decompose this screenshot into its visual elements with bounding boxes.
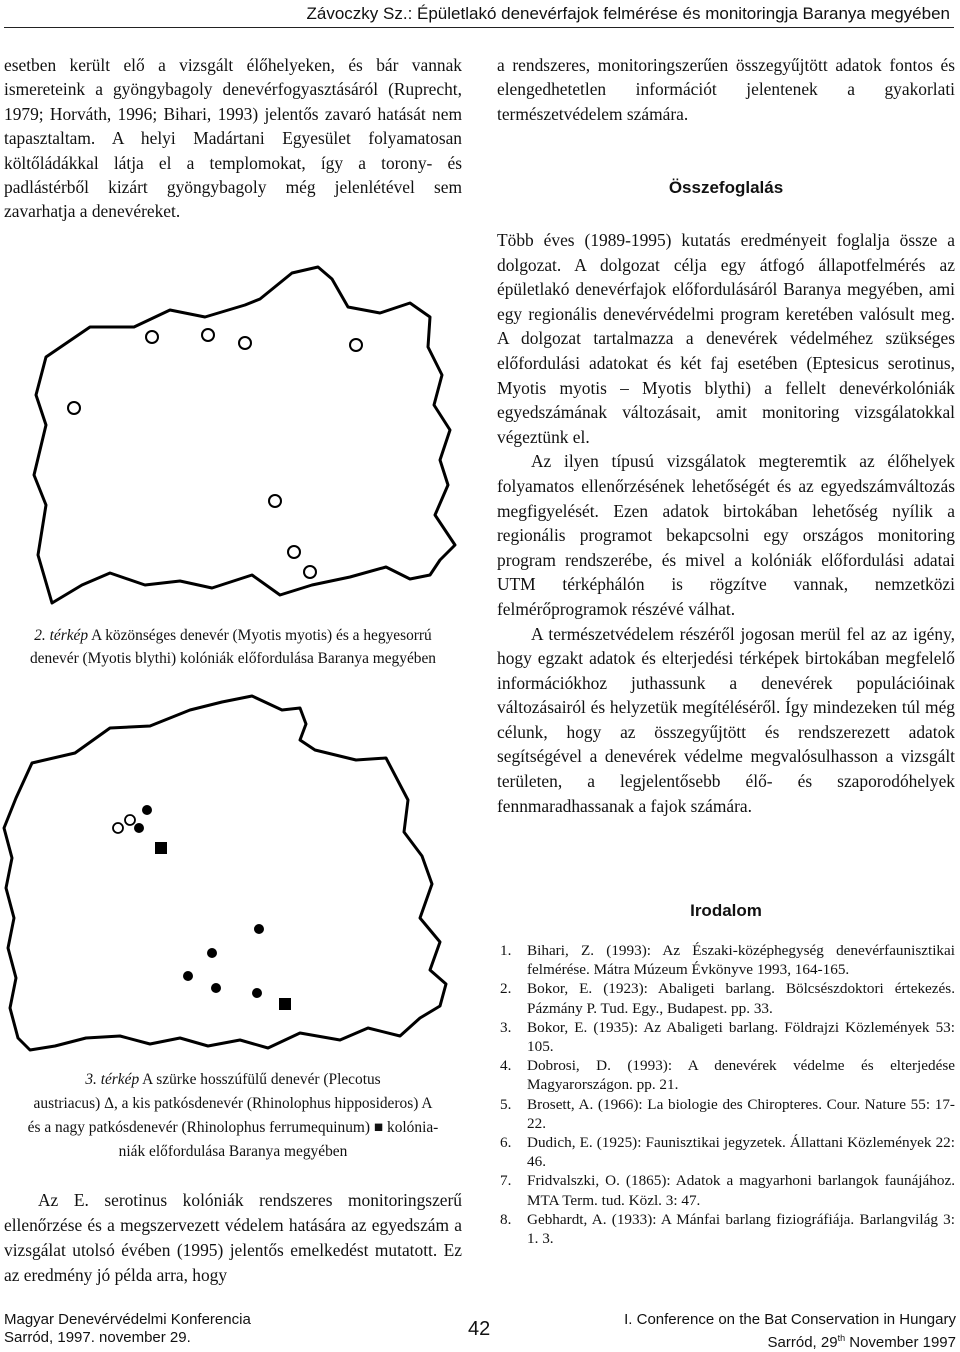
lesser-horseshoe-bat-marker <box>252 988 262 998</box>
lesser-horseshoe-bat-marker <box>183 971 193 981</box>
lesser-horseshoe-bat-marker <box>211 983 221 993</box>
map-3-caption: 3. térkép A szürke hosszúfülű denevér (Plecotus austriacus) Δ, a kis patkósdenevér (Rhinolophus hipposideros) A és a nagy patkósdenevér (Rhinolophus ferrumequinum) ■ kolónia- niák előfordulása Baranya megyében <box>27 1071 439 1160</box>
reference-item: 1. Bihari, Z. (1993): Az Északi-középhegység denevérfaunisztikai felmérése. Mátra Múzeum Évkönyve 1993, 164-165. <box>500 942 955 979</box>
colony-circle-marker <box>269 495 281 507</box>
reference-item: 2. Bokor, E. (1923): Abaligeti barlang. Bölcsészdoktori értekezés. Pázmány P. Tud. Egy., Budapest. pp. 33. <box>500 980 955 1017</box>
references-heading: Irodalom <box>690 901 762 920</box>
page-number: 42 <box>468 1318 491 1340</box>
baranya-county-outline <box>34 267 455 603</box>
lesser-horseshoe-bat-marker <box>142 805 152 815</box>
reference-item: 5. Brosett, A. (1966): La biologie des Chiropteres. Cour. Nature 55: 17-22. <box>500 1095 955 1132</box>
reference-item: 4. Dobrosi, D. (1993): A denevérek védelme és elterjedése Magyarországon. pp. 21. <box>500 1057 955 1094</box>
map-2-colony-markers <box>68 329 362 578</box>
references-list <box>500 941 955 1248</box>
grey-long-eared-bat-marker <box>113 823 123 833</box>
running-header: Závoczky Sz.: Épületlakó denevérfajok felmérése és monitoringja Baranya megyében <box>306 4 950 23</box>
footer-right: I. Conference on the Bat Conservation in Hungary Sarród, 29th November 1997 <box>624 1311 956 1351</box>
reference-item: 3. Bokor, E. (1935): Az Abaligeti barlang. Földrajzi Közlemények 53: 105. <box>500 1018 955 1056</box>
colony-circle-marker <box>146 331 158 343</box>
map-3 <box>0 688 470 1063</box>
colony-circle-marker <box>288 546 300 558</box>
right-top-paragraph: a rendszeres, monitoringszerűen összegyűjtött adatok fontos és elengedhetetlen információt jelentenek a gyakorlati természetvédelem számára. <box>497 55 955 124</box>
triangle-symbol: Δ <box>104 1095 114 1112</box>
left-bottom-paragraph: Az E. serotinus kolóniák rendszeres monitoringszerű ellenőrzése és a megszervezett védelem hatására az egyedszám a vizsgálat utolsó évében (1995) jelentős emelkedést mutatott. Ez az eredmény jó példa arra, hogy <box>4 1190 462 1285</box>
square-symbol: ■ <box>373 1119 384 1136</box>
summary-body <box>497 228 955 818</box>
greater-horseshoe-bat-marker <box>155 842 167 854</box>
colony-circle-marker <box>350 339 362 351</box>
lesser-horseshoe-bat-marker <box>207 948 217 958</box>
greater-horseshoe-bat-marker <box>279 998 291 1010</box>
colony-circle-marker <box>202 329 214 341</box>
lesser-horseshoe-bat-marker <box>254 924 264 934</box>
summary-paragraph: A természetvédelem részéről jogosan merül fel az az igény, hogy egzakt adatok és elterjedési térképek birtokában megfelelő információkhoz juthassunk a denevérek populációinak változásairól és helyzetük megítéléséről. Így mindezeken túl még célunk, hogy az összegyűjtött és rendszerezett adatok segítségével a denevérek védelme megvalósulhasson a vizsgált területen, a legjelentősebb élő- és szaporodóhelyek fennmaradhassanak a fajok számára. <box>497 623 955 816</box>
summary-paragraph: Az ilyen típusú vizsgálatok megteremtik az élőhelyek folyamatos ellenőrzésének lehetőségét és az egyedszámváltozás megfigyelését. Ezen adatok birtokában lehetőség nyílik a regionális programot bekapcsolni egy országos monitoring program rendszerébe, és mivel a kolóniák előfordulási adatai UTM térképhálón is rögzítve vannak, nemzetközi felmérőprogramok részévé válhat. <box>497 451 955 619</box>
reference-item: 6. Dudich, E. (1925): Faunisztikai jegyzetek. Állattani Közlemények 22: 46. <box>500 1134 955 1171</box>
grey-long-eared-bat-marker <box>125 815 135 825</box>
colony-circle-marker <box>68 402 80 414</box>
reference-item: 8. Gebhardt, A. (1933): A Mánfai barlang fiziográfiája. Barlangvilág 3: 1. 3. <box>500 1210 955 1248</box>
colony-circle-marker <box>304 566 316 578</box>
map-3-colony-markers <box>113 805 291 1010</box>
left-top-paragraph: esetben került elő a vizsgált élőhelyeken, és bár vannak ismereteink a gyöngybagoly denevérfogyasztásáról (Ruprecht, 1979; Horváth, 1996; Bihari, 1993) jelentős zavaró hatását nem tapasztaltam. A helyi Madártani Egyesület folyamatosan költőládákkal látja el a templomokat, így a torony- és padlástérből kizárt gyöngybagoly még jelenlétével sem zavarhatja a denevéreket. <box>4 55 462 222</box>
baranya-county-outline <box>4 696 446 1050</box>
summary-paragraph: Több éves (1989-1995) kutatás eredményeit foglalja össze a dolgozat. A dolgozat célja egy átfogó állapotfelmérés az épületlakó denevérfajok előfordulásáról Baranya megyében, ami egy regionális denevérvédelmi program keretében valósult meg. A dolgozat tartalmazza a denevérek védelméhez szükséges előfordulási adatokat és két faj esetében (Eptesicus serotinus, Myotis myotis – Myotis blythi) a fellelt denevérkolóniák egyedszámának változásait, amit monitoring vizsgálatokkal végeztünk el. <box>497 230 955 447</box>
footer-left: Magyar Denevérvédelmi Konferencia Sarród, 1997. november 29. <box>4 1311 251 1346</box>
summary-heading: Összefoglalás <box>668 178 784 197</box>
header-divider <box>4 27 954 28</box>
colony-circle-marker <box>239 337 251 349</box>
map-2-caption: 2. térkép A közönséges denevér (Myotis myotis) és a hegyesorrú denevér (Myotis blythi) kolóniák előfordulása Baranya megyében <box>29 627 437 667</box>
lesser-horseshoe-bat-marker <box>134 823 144 833</box>
map-2 <box>30 255 470 620</box>
reference-item: 7. Fridvalszki, O. (1865): Adatok a magyarhoni barlangok faunájához. MTA Term. tud. Közl. 3: 47. <box>500 1172 955 1209</box>
